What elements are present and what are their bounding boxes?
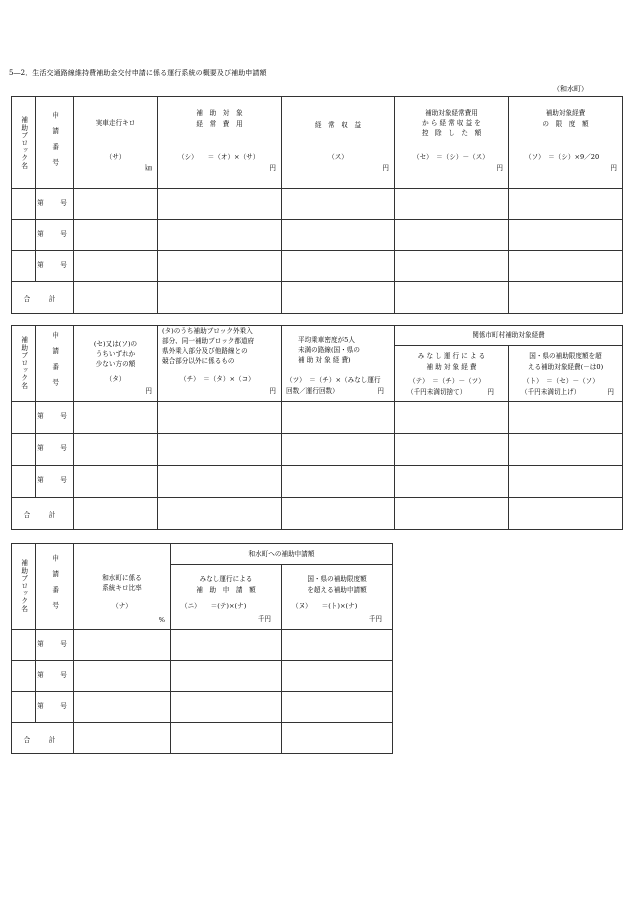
table-row [12, 189, 623, 220]
row-number-label: 第 号 [37, 412, 72, 420]
input-cell[interactable] [395, 434, 509, 466]
table-town-application [11, 543, 393, 754]
input-cell[interactable] [74, 692, 171, 723]
header-chi: (タ)のうち補助ブロック外乗入 部分、同一補助ブロック都道府 県外乗入部分及び他路線との 競合部分以外に係るもの （チ） ＝（タ）×（コ） 円 [158, 326, 282, 402]
total-row [12, 723, 393, 754]
input-cell[interactable] [282, 434, 395, 466]
input-cell[interactable] [395, 251, 509, 282]
header-na: 和水町に係る 系統キロ比率 （ナ） % [74, 544, 171, 630]
input-cell[interactable] [282, 251, 395, 282]
input-cell[interactable] [74, 282, 158, 314]
input-cell[interactable] [74, 251, 158, 282]
input-cell[interactable] [74, 498, 158, 530]
header-to: 国・県の補助限度額を超 える補助対象経費(－は0) （ト） ＝（セ）－（ソ） （千円未満切上げ） 円 [509, 346, 623, 402]
input-cell[interactable] [74, 661, 171, 692]
input-cell[interactable] [282, 466, 395, 498]
header-tsu: 平均乗車密度が5人 未満の路線(国・県の 補 助 対 象 経 費) （ツ） ＝（チ）×（みなし運行 回数／運行回数） 円 [282, 326, 395, 402]
input-cell[interactable] [74, 402, 158, 434]
header-group-municipal: 関係市町村補助対象経費 [395, 326, 623, 346]
table-subsidy-costs [11, 325, 623, 530]
input-cell[interactable] [509, 189, 623, 220]
row-number-label: 第 号 [37, 199, 72, 207]
header-se: 補助対象経常費用 か ら 経 常 収 益 を 控 除 し た 額 （セ） ＝（シ）－（ス） 円 [395, 97, 509, 189]
input-cell[interactable] [509, 466, 623, 498]
row-number-label: 第 号 [37, 230, 72, 238]
header-block-name: 補助ブロック名 [12, 326, 36, 402]
header-ni: みなし運行による 補 助 申 請 額 （ニ） ＝(テ)×(ナ) 千円 [171, 565, 282, 630]
table-row [12, 402, 623, 434]
header-ta: (セ)又は(ソ)の うちいずれか 少ない方の額 （タ） 円 [74, 326, 158, 402]
input-cell[interactable] [158, 402, 282, 434]
input-cell[interactable] [74, 189, 158, 220]
input-cell[interactable] [282, 692, 393, 723]
input-cell[interactable] [395, 498, 509, 530]
input-cell[interactable] [158, 282, 282, 314]
town-label: （和水町） [553, 85, 588, 93]
table-row [12, 434, 623, 466]
row-number-label: 第 号 [37, 261, 72, 269]
input-cell[interactable] [74, 466, 158, 498]
header-app-no: 申請番号 [36, 326, 74, 402]
table-row [12, 220, 623, 251]
table-row [12, 251, 623, 282]
header-group-town: 和水町への補助申請額 [171, 544, 393, 565]
input-cell[interactable] [282, 630, 393, 661]
header-app-no: 申請番号 [36, 97, 74, 189]
header-te: み な し 運 行 に よ る 補 助 対 象 経 費 （テ） ＝（チ）－（ツ） （千円未満切捨て） 円 [395, 346, 509, 402]
header-su: 経 常 収 益 （ス） 円 [282, 97, 395, 189]
input-cell[interactable] [282, 402, 395, 434]
input-cell[interactable] [509, 434, 623, 466]
input-cell[interactable] [509, 220, 623, 251]
total-label: 合 計 [23, 295, 62, 303]
header-nu: 国・県の補助限度額 を超える補助申請額 （ヌ） ＝(ト)×(ナ) 千円 [282, 565, 393, 630]
input-cell[interactable] [395, 402, 509, 434]
total-label: 合 計 [23, 511, 62, 519]
page-title: 5―2．生活交通路線維持費補助金交付申請に係る運行系統の概要及び補助申請額 [9, 69, 267, 77]
total-row [12, 282, 623, 314]
table-row [12, 692, 393, 723]
total-label: 合 計 [23, 736, 62, 744]
input-cell[interactable] [158, 466, 282, 498]
row-number-label: 第 号 [37, 671, 72, 679]
table-row [12, 661, 393, 692]
row-number-label: 第 号 [37, 640, 72, 648]
input-cell[interactable] [282, 498, 395, 530]
input-cell[interactable] [282, 220, 395, 251]
input-cell[interactable] [171, 630, 282, 661]
input-cell[interactable] [395, 466, 509, 498]
input-cell[interactable] [158, 251, 282, 282]
header-block-name: 補助ブロック名 [12, 544, 36, 630]
total-row [12, 498, 623, 530]
row-number-label: 第 号 [37, 476, 72, 484]
input-cell[interactable] [74, 434, 158, 466]
table-summary-costs [11, 96, 623, 314]
input-cell[interactable] [509, 498, 623, 530]
table-row [12, 466, 623, 498]
input-cell[interactable] [282, 723, 393, 754]
input-cell[interactable] [395, 189, 509, 220]
input-cell[interactable] [158, 434, 282, 466]
input-cell[interactable] [74, 220, 158, 251]
input-cell[interactable] [158, 189, 282, 220]
header-so: 補助対象経費 の 限 度 額 （ソ） ＝（シ）×9／20 円 [509, 97, 623, 189]
input-cell[interactable] [282, 282, 395, 314]
input-cell[interactable] [509, 251, 623, 282]
row-number-label: 第 号 [37, 444, 72, 452]
input-cell[interactable] [171, 661, 282, 692]
input-cell[interactable] [74, 723, 171, 754]
input-cell[interactable] [171, 692, 282, 723]
input-cell[interactable] [74, 630, 171, 661]
header-shi: 補 助 対 象 経 常 費 用 （シ） ＝（オ）×（サ） 円 [158, 97, 282, 189]
row-number-label: 第 号 [37, 702, 72, 710]
input-cell[interactable] [282, 661, 393, 692]
header-sa: 実車走行キロ （サ） ㎞ [74, 97, 158, 189]
input-cell[interactable] [395, 282, 509, 314]
input-cell[interactable] [158, 220, 282, 251]
input-cell[interactable] [395, 220, 509, 251]
input-cell[interactable] [509, 282, 623, 314]
input-cell[interactable] [171, 723, 282, 754]
input-cell[interactable] [158, 498, 282, 530]
header-block-name: 補助ブロック名 [12, 97, 36, 189]
header-app-no: 申請番号 [36, 544, 74, 630]
table-row [12, 630, 393, 661]
input-cell[interactable] [509, 402, 623, 434]
input-cell[interactable] [282, 189, 395, 220]
